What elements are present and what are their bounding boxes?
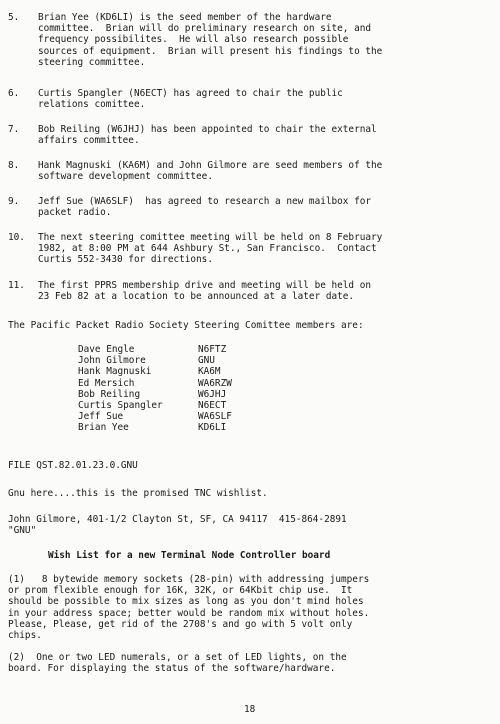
committee-intro [8, 320, 500, 331]
wish-line: in your address space; better would be random mix without holes. [8, 607, 370, 619]
wish-line: Please, Please, get rid of the 2708's and go with 5 volt only [8, 618, 353, 630]
item-text-line: Curtis 552-3430 for directions. [38, 254, 213, 266]
file-header-text: FILE QST.82.01.23.0.GNU [8, 460, 138, 471]
item-text-line: packet radio. [38, 207, 112, 219]
roster-row [78, 422, 298, 433]
member-callsign: GNU [198, 355, 215, 367]
wish-line: chips. [8, 630, 42, 642]
member-callsign: KA6M [198, 366, 221, 378]
member-name: Hank Magnuski [78, 366, 152, 378]
item-text-line: 1982, at 8:00 PM at 644 Ashbury St., San Francisco. Contact [38, 243, 377, 255]
member-name: Bob Reiling [78, 388, 141, 400]
committee-roster [78, 344, 298, 434]
roster-row [78, 411, 298, 422]
member-name: John Gilmore [78, 355, 146, 367]
item-10 [8, 232, 500, 266]
wish-line: board. For displaying the status of the software/hardware. [8, 663, 336, 675]
item-text-line: affairs committee. [38, 135, 140, 147]
roster-row [78, 400, 298, 411]
member-name: Ed Mersich [78, 377, 135, 389]
member-callsign: KD6LI [198, 422, 227, 434]
wish-item-1 [8, 574, 500, 641]
roster-row [78, 355, 298, 366]
item-text-line: Bob Reiling (W6JHJ) has been appointed to chair the external [38, 124, 377, 135]
gnu-here [8, 488, 500, 499]
member-name: Curtis Spangler [78, 400, 163, 412]
wish-line: or prom flexible enough for 16K, 32K, or 64Kbit chip use. It [8, 585, 353, 597]
item-text-line: Jeff Sue (WA6SLF) has agreed to research a new mailbox for [38, 196, 372, 207]
roster-row [78, 389, 298, 400]
member-callsign: WA6SLF [198, 411, 232, 423]
member-name: Jeff Sue [78, 411, 124, 423]
item-text-line: Hank Magnuski (KA6M) and John Gilmore are seed members of the [38, 160, 383, 171]
item-text-line: relations comittee. [38, 99, 146, 111]
gnu-here-text: Gnu here....this is the promised TNC wishlist. [8, 488, 268, 499]
page-number [244, 704, 284, 715]
item-text-line: 23 Feb 82 at a location to be announced at a later date. [38, 291, 355, 303]
item-text-line: The first PPRS membership drive and meeting will be held on [38, 280, 372, 291]
wish-line: (1) 8 bytewide memory sockets (28-pin) with addressing jumpers [8, 574, 370, 585]
item-number: 6. [8, 88, 20, 99]
item-number: 8. [8, 160, 20, 171]
item-number: 11. [8, 280, 25, 291]
item-text-line: sources of equipment. Brian will present his findings to the [38, 45, 383, 57]
item-text-line: software development committee. [38, 171, 213, 183]
member-callsign: W6JHJ [198, 388, 227, 400]
item-11 [8, 280, 500, 302]
item-text-line: The next steering comittee meeting will be held on 8 February [38, 232, 383, 243]
file-header [8, 460, 500, 471]
item-6 [8, 88, 500, 110]
wish-line: should be possible to mix sizes as long as you don't mind holes [8, 596, 364, 608]
member-name: Dave Engle [78, 344, 135, 355]
roster-row [78, 344, 298, 355]
committee-intro-text: The Pacific Packet Radio Society Steering Comittee members are: [8, 320, 364, 331]
member-callsign: N6ECT [198, 400, 227, 412]
item-text-line: Curtis Spangler (N6ECT) has agreed to chair the public [38, 88, 343, 99]
member-callsign: WA6RZW [198, 377, 232, 389]
item-number: 5. [8, 12, 20, 23]
item-9 [8, 196, 500, 218]
wish-line: (2) One or two LED numerals, or a set of LED lights, on the [8, 652, 347, 663]
item-text-line: committee. Brian will do preliminary research on site, and [38, 23, 372, 35]
page-number-text: 18 [244, 704, 256, 715]
item-number: 9. [8, 196, 20, 207]
item-text-line: Brian Yee (KD6LI) is the seed member of the hardware [38, 12, 332, 23]
item-7 [8, 124, 500, 146]
member-callsign: N6FTZ [198, 344, 227, 355]
gnu-quote: "GNU" [8, 525, 37, 537]
roster-row [78, 378, 298, 389]
wishlist-title-text: Wish List for a new Terminal Node Controller board [48, 550, 331, 561]
address-line: John Gilmore, 401-1/2 Clayton St, SF, CA 94117 415-864-2891 [8, 514, 347, 525]
wishlist-title [48, 550, 500, 561]
member-name: Brian Yee [78, 422, 129, 434]
item-number: 7. [8, 124, 20, 135]
address-block [8, 514, 500, 536]
wish-item-2 [8, 652, 500, 674]
item-number: 10. [8, 232, 25, 243]
item-8 [8, 160, 500, 182]
item-text-line: steering committee. [38, 56, 146, 68]
item-text-line: frequency possibilites. He will also research possible [38, 34, 349, 46]
item-5 [8, 12, 500, 68]
roster-row [78, 366, 298, 377]
